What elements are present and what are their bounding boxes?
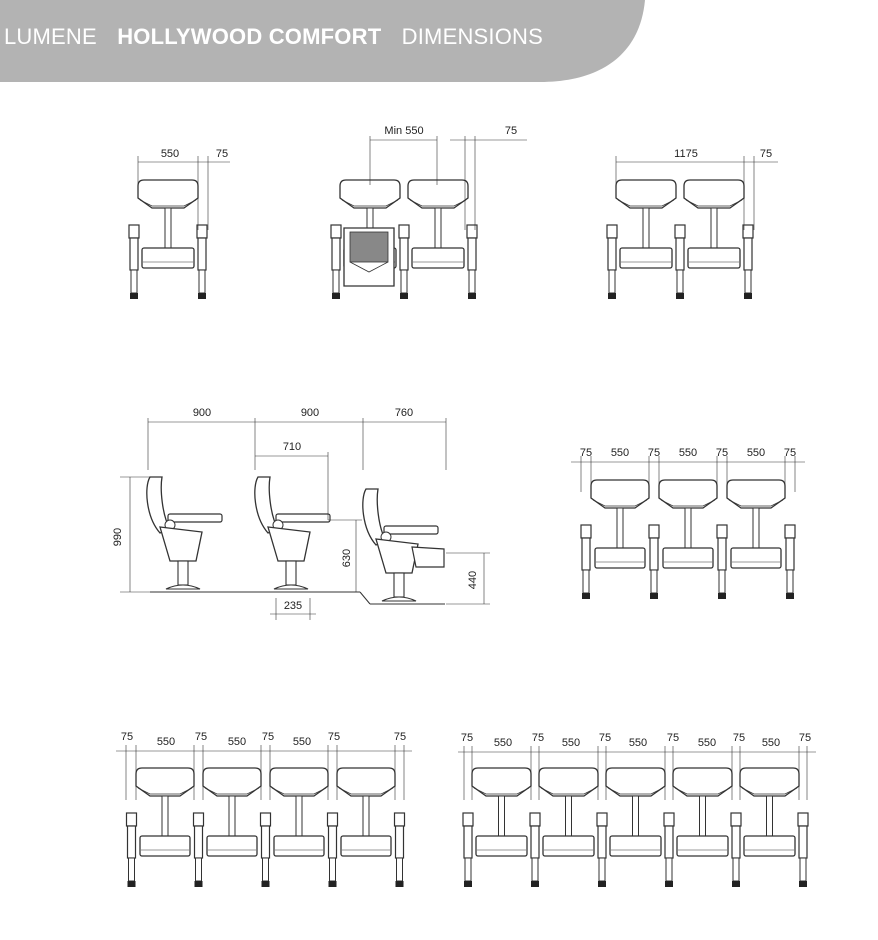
armrest-top [597, 813, 607, 826]
armrest-foot [732, 881, 740, 887]
dimension-label: 75 [460, 732, 474, 744]
armrest-top [194, 813, 204, 826]
back-support [162, 796, 168, 838]
armrest-leg [263, 858, 269, 881]
armrest-post [732, 826, 740, 858]
seat [472, 768, 531, 856]
dimension-label: 75 [261, 731, 275, 743]
seat-back [659, 480, 717, 508]
armrest-foot [799, 881, 807, 887]
back-support [566, 796, 572, 838]
seat [740, 768, 799, 856]
dimension-label: 760 [394, 407, 414, 419]
back-support [633, 796, 639, 838]
armrest-foot [598, 881, 606, 887]
armrest [467, 225, 477, 299]
armrest-top [467, 225, 477, 238]
dimension-label: 550 [697, 737, 717, 749]
armrest-foot [468, 293, 476, 299]
seat [659, 480, 717, 568]
armrest-leg [401, 270, 407, 293]
armrest-foot [130, 293, 138, 299]
armrest-post [650, 538, 658, 570]
dimension-label: 75 [732, 732, 746, 744]
armrest-foot [198, 293, 206, 299]
armrest-top [395, 813, 405, 826]
four-seat-front-view [116, 731, 412, 887]
armrest-top [399, 225, 409, 238]
armrest [328, 813, 338, 887]
back-support [296, 796, 302, 838]
armrest [129, 225, 139, 299]
back-support [767, 796, 773, 838]
armrest [197, 225, 207, 299]
armrest-profile [168, 514, 222, 522]
armrest [399, 225, 409, 299]
seat [203, 768, 261, 856]
seat-cushion [341, 836, 391, 856]
armrest-foot [332, 293, 340, 299]
dimension-label: 75 [194, 731, 208, 743]
seat-cushion [207, 836, 257, 856]
armrest-top [197, 225, 207, 238]
armrest-top [607, 225, 617, 238]
armrest-leg [129, 858, 135, 881]
dimension-label: 75 [215, 148, 229, 160]
back-support [643, 208, 649, 250]
dimension-label: 75 [327, 731, 341, 743]
armrest-foot [786, 593, 794, 599]
armrest-post [582, 538, 590, 570]
armrest-post [799, 826, 807, 858]
dimension-label: 75 [120, 731, 134, 743]
seat-back [203, 768, 261, 796]
back-support [499, 796, 505, 838]
armrest-foot [195, 881, 203, 887]
back-support [711, 208, 717, 250]
dimension-label: 75 [647, 447, 661, 459]
armrest [649, 525, 659, 599]
armrest-leg [532, 858, 538, 881]
armrest [743, 225, 753, 299]
armrest [798, 813, 808, 887]
armrest-top [731, 813, 741, 826]
armrest-leg [651, 570, 657, 593]
armrest-leg [469, 270, 475, 293]
armrest-post [598, 826, 606, 858]
armrest-foot [608, 293, 616, 299]
armrest-profile [276, 514, 330, 522]
armrest-post [718, 538, 726, 570]
pedestal [178, 561, 188, 585]
armrest-foot [531, 881, 539, 887]
seat [408, 180, 468, 268]
armrest [530, 813, 540, 887]
dimension-label: 550 [292, 736, 312, 748]
armrest [127, 813, 137, 887]
dimension-label: 550 [561, 737, 581, 749]
armrest-top [127, 813, 137, 826]
armrest-post [128, 826, 136, 858]
armrest-leg [199, 270, 205, 293]
armrest-top [664, 813, 674, 826]
armrest-top [530, 813, 540, 826]
armrest-post [198, 238, 206, 270]
armrest [194, 813, 204, 887]
dimension-label: 550 [761, 737, 781, 749]
dimension-label: 550 [156, 736, 176, 748]
armrest-foot [718, 593, 726, 599]
seat [591, 480, 649, 568]
armrest-post [396, 826, 404, 858]
armrest-top [798, 813, 808, 826]
armrest [581, 525, 591, 599]
armrest-leg [733, 858, 739, 881]
pair-seat-front-view [607, 148, 778, 299]
three-seat-front-view [571, 447, 805, 599]
dimension-label: 900 [192, 407, 212, 419]
armrest-leg [131, 270, 137, 293]
back-support [435, 208, 441, 250]
seat-cushion [663, 548, 713, 568]
seat [337, 768, 395, 856]
seat-cushion [595, 548, 645, 568]
armrest [675, 225, 685, 299]
seat-cushion [744, 836, 795, 856]
armrest-foot [464, 881, 472, 887]
armrest [607, 225, 617, 299]
armrest-post [744, 238, 752, 270]
armrest-post [262, 826, 270, 858]
seat-shell [376, 539, 418, 573]
seat-cushion [140, 836, 190, 856]
seat-back [591, 480, 649, 508]
seat [606, 768, 665, 856]
seat-cushion [274, 836, 324, 856]
seat [673, 768, 732, 856]
armrest-post [468, 238, 476, 270]
armrest-post [332, 238, 340, 270]
armrest-post [464, 826, 472, 858]
pedestal-base [166, 585, 200, 589]
seat-cushion [688, 248, 740, 268]
seat-cushion [476, 836, 527, 856]
dimension-label: 550 [227, 736, 247, 748]
armrest-post [400, 238, 408, 270]
side-chair [255, 477, 330, 589]
side-chair [363, 489, 438, 601]
armrest-top [581, 525, 591, 538]
armrest [463, 813, 473, 887]
dimension-label: 75 [579, 447, 593, 459]
model-label: HOLLYWOOD COMFORT [117, 24, 382, 49]
seat-cushion [620, 248, 672, 268]
dimension-label: 75 [666, 732, 680, 744]
armrest-top [675, 225, 685, 238]
armrest-leg [800, 858, 806, 881]
dimension-label: 630 [341, 548, 353, 568]
armrest-top [785, 525, 795, 538]
seat [727, 480, 785, 568]
dimension-label: 75 [598, 732, 612, 744]
back-support [165, 208, 171, 250]
perforated-panel [350, 232, 388, 262]
dimension-label: 990 [112, 527, 124, 547]
seat-shell [160, 527, 202, 561]
armrest [717, 525, 727, 599]
armrest-top [261, 813, 271, 826]
pedestal [286, 561, 296, 585]
armrest-foot [582, 593, 590, 599]
armrest-foot [744, 293, 752, 299]
armrest-top [717, 525, 727, 538]
armrest-leg [745, 270, 751, 293]
five-seat-front-view [458, 732, 816, 887]
dimension-label: 550 [160, 148, 180, 160]
armrest-foot [128, 881, 136, 887]
back-support [700, 796, 706, 838]
back-support [617, 508, 623, 550]
seat [539, 768, 598, 856]
armrest-leg [397, 858, 403, 881]
armrest-top [463, 813, 473, 826]
armrest [731, 813, 741, 887]
seat-back [727, 480, 785, 508]
armrest-leg [677, 270, 683, 293]
armrest-leg [465, 858, 471, 881]
armrest-foot [329, 881, 337, 887]
armrest-top [129, 225, 139, 238]
section-label: DIMENSIONS [401, 24, 543, 49]
armrest-leg [599, 858, 605, 881]
armrest [331, 225, 341, 299]
armrest-top [331, 225, 341, 238]
armrest [261, 813, 271, 887]
armrest-foot [650, 593, 658, 599]
back-support [753, 508, 759, 550]
seat-cushion [610, 836, 661, 856]
seat-back [337, 768, 395, 796]
armrest-post [608, 238, 616, 270]
seat [616, 180, 676, 268]
side-section-view [112, 407, 490, 620]
seat [684, 180, 744, 268]
dimension-label: 710 [282, 441, 302, 453]
dimension-label: 900 [300, 407, 320, 419]
armrest-top [649, 525, 659, 538]
armrest-leg [719, 570, 725, 593]
dimension-label: 1175 [674, 148, 698, 160]
armrest-foot [665, 881, 673, 887]
armrest-top [328, 813, 338, 826]
armrest [395, 813, 405, 887]
dimension-label: 75 [504, 125, 518, 137]
single-seat-front-view [129, 148, 230, 299]
armrest-leg [666, 858, 672, 881]
seat-down [412, 547, 444, 567]
armrest-foot [400, 293, 408, 299]
armrest-post [786, 538, 794, 570]
seat-back [270, 768, 328, 796]
seat-shell [268, 527, 310, 561]
armrest-post [531, 826, 539, 858]
dimension-label: 440 [467, 570, 479, 590]
armrest-top [743, 225, 753, 238]
dimension-label: 75 [798, 732, 812, 744]
armrest-leg [196, 858, 202, 881]
seat-cushion [142, 248, 194, 268]
seat-back [136, 768, 194, 796]
seat-cushion [543, 836, 594, 856]
side-chair [147, 477, 222, 589]
armrest-foot [676, 293, 684, 299]
armrest-foot [262, 881, 270, 887]
armrest-foot [396, 881, 404, 887]
armrest-leg [787, 570, 793, 593]
armrest-profile [384, 526, 438, 534]
armrest [597, 813, 607, 887]
armrest [664, 813, 674, 887]
seat [136, 768, 194, 856]
armrest-leg [609, 270, 615, 293]
dimension-label: 550 [746, 447, 766, 459]
armrest-post [329, 826, 337, 858]
armrest-post [195, 826, 203, 858]
back-support [229, 796, 235, 838]
seat [138, 180, 198, 268]
armrest-leg [330, 858, 336, 881]
armrest-post [676, 238, 684, 270]
armrest [785, 525, 795, 599]
pair-with-end-panel-front-view [331, 125, 527, 299]
seat-cushion [412, 248, 464, 268]
seat-cushion [731, 548, 781, 568]
pedestal-base [274, 585, 308, 589]
dimension-label: 550 [628, 737, 648, 749]
dimension-label: 75 [531, 732, 545, 744]
brand-label: LUMENE [4, 24, 97, 49]
dimension-label: 550 [493, 737, 513, 749]
dimension-label: 235 [283, 600, 303, 612]
back-support [685, 508, 691, 550]
dimension-label: Min 550 [384, 125, 424, 137]
seat [270, 768, 328, 856]
armrest-leg [333, 270, 339, 293]
dimension-label: 75 [715, 447, 729, 459]
dimension-label: 550 [610, 447, 630, 459]
back-support [363, 796, 369, 838]
armrest-leg [583, 570, 589, 593]
seat-cushion [677, 836, 728, 856]
dimension-label: 75 [393, 731, 407, 743]
pedestal [394, 573, 404, 597]
armrest-post [665, 826, 673, 858]
dimension-label: 75 [759, 148, 773, 160]
dimension-label: 75 [783, 447, 797, 459]
pedestal-base [382, 597, 416, 601]
dimension-label: 550 [678, 447, 698, 459]
armrest-post [130, 238, 138, 270]
